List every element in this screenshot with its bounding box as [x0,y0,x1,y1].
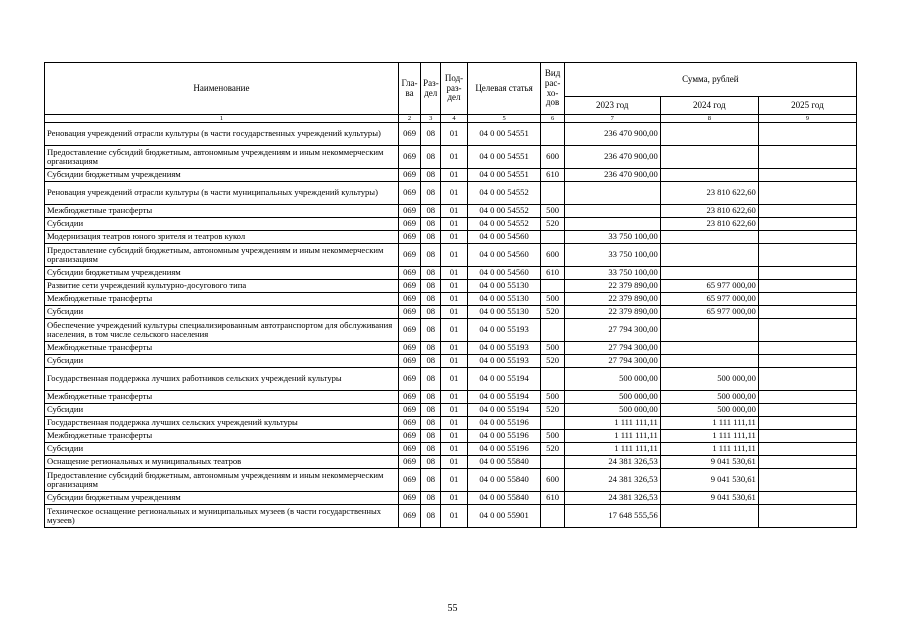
row-target: 04 0 00 54552 [467,182,541,205]
column-number-row [45,115,857,123]
row-name: Техническое оснащение региональных и муниципальных музеев (в части государственных музеев) [45,505,399,528]
row-section: 08 [421,404,441,417]
row-name: Субсидии бюджетным учреждениям [45,492,399,505]
row-sum-2023: 17 648 555,56 [564,505,660,528]
row-expense-type: 500 [541,293,564,306]
table-row [45,391,857,404]
row-sum-2025 [758,123,856,146]
row-sum-2025 [758,218,856,231]
row-section: 08 [421,182,441,205]
row-section: 08 [421,469,441,492]
table-row [45,469,857,492]
table-row [45,404,857,417]
row-target: 04 0 00 55193 [467,342,541,355]
row-sum-2023: 236 470 900,00 [564,123,660,146]
row-section: 08 [421,368,441,391]
row-subsection: 01 [441,146,467,169]
table-row [45,218,857,231]
row-sum-2025 [758,280,856,293]
row-subsection: 01 [441,319,467,342]
row-sum-2023: 236 470 900,00 [564,169,660,182]
row-target: 04 0 00 55193 [467,355,541,368]
col-number: 5 [467,115,541,123]
row-sum-2024: 9 041 530,61 [660,469,758,492]
row-chapter: 069 [398,146,420,169]
row-chapter: 069 [398,391,420,404]
budget-table [44,62,857,528]
col-number: 2 [398,115,420,123]
header-subsection: Под-раз-дел [441,63,467,115]
row-chapter: 069 [398,404,420,417]
row-expense-type: 610 [541,267,564,280]
row-name: Развитие сети учреждений культурно-досугового типа [45,280,399,293]
row-subsection: 01 [441,169,467,182]
header-expense-type: Вид рас-хо-дов [541,63,564,115]
header-section: Раз-дел [421,63,441,115]
table-row [45,205,857,218]
row-chapter: 069 [398,218,420,231]
row-target: 04 0 00 54552 [467,205,541,218]
row-chapter: 069 [398,368,420,391]
col-number: 1 [45,115,399,123]
row-sum-2024: 1 111 111,11 [660,430,758,443]
row-subsection: 01 [441,443,467,456]
row-section: 08 [421,169,441,182]
row-sum-2023: 24 381 326,53 [564,492,660,505]
row-name: Межбюджетные трансферты [45,342,399,355]
row-sum-2024 [660,169,758,182]
row-subsection: 01 [441,505,467,528]
row-sum-2024: 1 111 111,11 [660,443,758,456]
row-sum-2023: 500 000,00 [564,391,660,404]
row-expense-type: 600 [541,469,564,492]
row-chapter: 069 [398,244,420,267]
row-subsection: 01 [441,244,467,267]
row-target: 04 0 00 55193 [467,319,541,342]
row-name: Межбюджетные трансферты [45,430,399,443]
table-row [45,456,857,469]
header-chapter: Гла-ва [398,63,420,115]
row-chapter: 069 [398,306,420,319]
page-number: 55 [447,603,458,614]
row-target: 04 0 00 54551 [467,169,541,182]
row-sum-2024: 500 000,00 [660,368,758,391]
row-chapter: 069 [398,430,420,443]
table-row [45,319,857,342]
row-sum-2025 [758,319,856,342]
row-name: Предоставление субсидий бюджетным, автономным учреждениям и иным некоммерческим организациям [45,469,399,492]
row-sum-2025 [758,368,856,391]
row-section: 08 [421,391,441,404]
row-sum-2025 [758,342,856,355]
row-section: 08 [421,355,441,368]
row-name: Субсидии [45,355,399,368]
table-row [45,430,857,443]
header-year-2024: 2024 год [660,97,758,115]
row-name: Субсидии [45,218,399,231]
row-section: 08 [421,342,441,355]
row-sum-2025 [758,244,856,267]
table-row [45,280,857,293]
row-sum-2025 [758,146,856,169]
row-section: 08 [421,505,441,528]
row-sum-2023: 22 379 890,00 [564,280,660,293]
row-section: 08 [421,267,441,280]
row-subsection: 01 [441,293,467,306]
row-name: Реновация учреждений отрасли культуры (в части муниципальных учреждений культуры) [45,182,399,205]
row-sum-2025 [758,182,856,205]
row-sum-2024: 23 810 622,60 [660,205,758,218]
row-name: Предоставление субсидий бюджетным, автономным учреждениям и иным некоммерческим организациям [45,146,399,169]
row-sum-2025 [758,391,856,404]
row-expense-type [541,368,564,391]
table-row [45,267,857,280]
row-sum-2024: 23 810 622,60 [660,218,758,231]
row-expense-type: 500 [541,430,564,443]
row-sum-2023: 27 794 300,00 [564,319,660,342]
row-sum-2023 [564,205,660,218]
row-sum-2023: 24 381 326,53 [564,469,660,492]
row-name: Субсидии [45,306,399,319]
row-sum-2023: 33 750 100,00 [564,244,660,267]
table-row [45,146,857,169]
header-year-2025: 2025 год [758,97,856,115]
row-sum-2023 [564,218,660,231]
row-subsection: 01 [441,492,467,505]
table-row [45,123,857,146]
row-sum-2024: 9 041 530,61 [660,492,758,505]
row-expense-type [541,182,564,205]
row-sum-2023: 22 379 890,00 [564,306,660,319]
row-target: 04 0 00 54551 [467,146,541,169]
row-section: 08 [421,146,441,169]
header-target: Целевая статья [467,63,541,115]
row-target: 04 0 00 55196 [467,417,541,430]
row-sum-2024: 9 041 530,61 [660,456,758,469]
row-sum-2023 [564,182,660,205]
row-target: 04 0 00 54551 [467,123,541,146]
row-name: Межбюджетные трансферты [45,205,399,218]
row-target: 04 0 00 54552 [467,218,541,231]
row-section: 08 [421,319,441,342]
row-sum-2024: 65 977 000,00 [660,280,758,293]
col-number: 4 [441,115,467,123]
row-sum-2023: 22 379 890,00 [564,293,660,306]
row-chapter: 069 [398,456,420,469]
row-name: Межбюджетные трансферты [45,293,399,306]
row-expense-type: 500 [541,205,564,218]
row-sum-2025 [758,469,856,492]
row-target: 04 0 00 54560 [467,244,541,267]
row-sum-2025 [758,306,856,319]
table-row [45,293,857,306]
row-subsection: 01 [441,342,467,355]
row-name: Государственная поддержка лучших сельских учреждений культуры [45,417,399,430]
row-expense-type: 520 [541,355,564,368]
row-subsection: 01 [441,218,467,231]
col-number: 8 [660,115,758,123]
row-sum-2023: 27 794 300,00 [564,355,660,368]
row-chapter: 069 [398,342,420,355]
row-sum-2025 [758,492,856,505]
row-sum-2025 [758,505,856,528]
row-name: Государственная поддержка лучших работников сельских учреждений культуры [45,368,399,391]
row-sum-2024 [660,231,758,244]
table-row [45,182,857,205]
row-subsection: 01 [441,123,467,146]
row-subsection: 01 [441,391,467,404]
row-section: 08 [421,430,441,443]
table-row [45,306,857,319]
row-sum-2025 [758,231,856,244]
row-expense-type [541,280,564,293]
row-section: 08 [421,280,441,293]
table-row [45,492,857,505]
header-sum: Сумма, рублей [564,63,856,97]
row-sum-2024 [660,505,758,528]
table-row [45,342,857,355]
col-number: 7 [564,115,660,123]
col-number: 9 [758,115,856,123]
row-name: Межбюджетные трансферты [45,391,399,404]
row-subsection: 01 [441,456,467,469]
row-sum-2024 [660,123,758,146]
header-name: Наименование [45,63,399,115]
row-sum-2025 [758,456,856,469]
row-sum-2024 [660,319,758,342]
row-chapter: 069 [398,319,420,342]
table-row [45,417,857,430]
row-sum-2024: 1 111 111,11 [660,417,758,430]
row-sum-2024: 500 000,00 [660,404,758,417]
table-row [45,443,857,456]
row-sum-2025 [758,430,856,443]
row-sum-2023: 33 750 100,00 [564,267,660,280]
row-name: Модернизация театров юного зрителя и театров кукол [45,231,399,244]
row-section: 08 [421,218,441,231]
row-chapter: 069 [398,469,420,492]
row-target: 04 0 00 55196 [467,430,541,443]
row-section: 08 [421,492,441,505]
row-sum-2025 [758,443,856,456]
row-sum-2023: 27 794 300,00 [564,342,660,355]
row-target: 04 0 00 54560 [467,231,541,244]
row-expense-type [541,505,564,528]
row-expense-type: 500 [541,342,564,355]
row-sum-2023: 33 750 100,00 [564,231,660,244]
row-subsection: 01 [441,205,467,218]
row-sum-2023: 1 111 111,11 [564,443,660,456]
row-section: 08 [421,443,441,456]
row-sum-2024 [660,146,758,169]
col-number: 6 [541,115,564,123]
row-section: 08 [421,231,441,244]
row-chapter: 069 [398,492,420,505]
row-target: 04 0 00 55130 [467,306,541,319]
row-subsection: 01 [441,469,467,492]
row-chapter: 069 [398,417,420,430]
row-target: 04 0 00 55130 [467,280,541,293]
row-section: 08 [421,244,441,267]
row-name: Предоставление субсидий бюджетным, автономным учреждениям и иным некоммерческим организациям [45,244,399,267]
row-expense-type: 610 [541,492,564,505]
row-section: 08 [421,456,441,469]
row-subsection: 01 [441,368,467,391]
row-chapter: 069 [398,231,420,244]
row-name: Реновация учреждений отрасли культуры (в части государственных учреждений культуры) [45,123,399,146]
table-row [45,169,857,182]
row-expense-type [541,456,564,469]
row-chapter: 069 [398,505,420,528]
row-expense-type: 520 [541,404,564,417]
row-sum-2025 [758,205,856,218]
row-sum-2024: 500 000,00 [660,391,758,404]
row-section: 08 [421,205,441,218]
row-target: 04 0 00 55194 [467,404,541,417]
row-expense-type: 600 [541,244,564,267]
row-chapter: 069 [398,280,420,293]
row-name: Субсидии бюджетным учреждениям [45,169,399,182]
row-sum-2023: 1 111 111,11 [564,417,660,430]
row-section: 08 [421,306,441,319]
row-expense-type: 520 [541,218,564,231]
row-expense-type: 520 [541,443,564,456]
row-sum-2023: 24 381 326,53 [564,456,660,469]
row-subsection: 01 [441,404,467,417]
table-row [45,505,857,528]
table-row [45,355,857,368]
row-name: Субсидии бюджетным учреждениям [45,267,399,280]
row-subsection: 01 [441,231,467,244]
row-target: 04 0 00 55901 [467,505,541,528]
row-expense-type [541,319,564,342]
row-name: Обеспечение учреждений культуры специализированным автотранспортом для обслуживания населения, в том числе сельского населения [45,319,399,342]
row-sum-2025 [758,417,856,430]
row-chapter: 069 [398,267,420,280]
row-section: 08 [421,417,441,430]
row-subsection: 01 [441,355,467,368]
row-sum-2025 [758,404,856,417]
row-section: 08 [421,293,441,306]
row-chapter: 069 [398,293,420,306]
row-sum-2023: 500 000,00 [564,368,660,391]
row-chapter: 069 [398,123,420,146]
row-expense-type: 500 [541,391,564,404]
row-sum-2023: 500 000,00 [564,404,660,417]
row-target: 04 0 00 55196 [467,443,541,456]
row-target: 04 0 00 55194 [467,391,541,404]
row-subsection: 01 [441,182,467,205]
row-sum-2025 [758,169,856,182]
row-chapter: 069 [398,169,420,182]
row-sum-2024 [660,355,758,368]
row-name: Субсидии [45,404,399,417]
row-expense-type: 600 [541,146,564,169]
row-target: 04 0 00 55130 [467,293,541,306]
row-section: 08 [421,123,441,146]
row-subsection: 01 [441,280,467,293]
row-expense-type: 520 [541,306,564,319]
row-sum-2024: 65 977 000,00 [660,306,758,319]
row-sum-2024: 65 977 000,00 [660,293,758,306]
row-subsection: 01 [441,267,467,280]
row-chapter: 069 [398,355,420,368]
row-sum-2024: 23 810 622,60 [660,182,758,205]
row-chapter: 069 [398,443,420,456]
row-subsection: 01 [441,306,467,319]
row-target: 04 0 00 55194 [467,368,541,391]
row-chapter: 069 [398,182,420,205]
row-name: Субсидии [45,443,399,456]
row-sum-2025 [758,293,856,306]
row-subsection: 01 [441,430,467,443]
row-sum-2024 [660,244,758,267]
row-subsection: 01 [441,417,467,430]
row-expense-type [541,417,564,430]
row-sum-2025 [758,355,856,368]
row-sum-2024 [660,267,758,280]
row-target: 04 0 00 55840 [467,469,541,492]
row-chapter: 069 [398,205,420,218]
table-row [45,244,857,267]
row-expense-type [541,231,564,244]
row-target: 04 0 00 55840 [467,456,541,469]
table-row [45,231,857,244]
row-expense-type: 610 [541,169,564,182]
row-target: 04 0 00 54560 [467,267,541,280]
row-sum-2023: 1 111 111,11 [564,430,660,443]
row-target: 04 0 00 55840 [467,492,541,505]
col-number: 3 [421,115,441,123]
row-name: Оснащение региональных и муниципальных театров [45,456,399,469]
row-expense-type [541,123,564,146]
row-sum-2023: 236 470 900,00 [564,146,660,169]
header-year-2023: 2023 год [564,97,660,115]
row-sum-2025 [758,267,856,280]
row-sum-2024 [660,342,758,355]
table-row [45,368,857,391]
